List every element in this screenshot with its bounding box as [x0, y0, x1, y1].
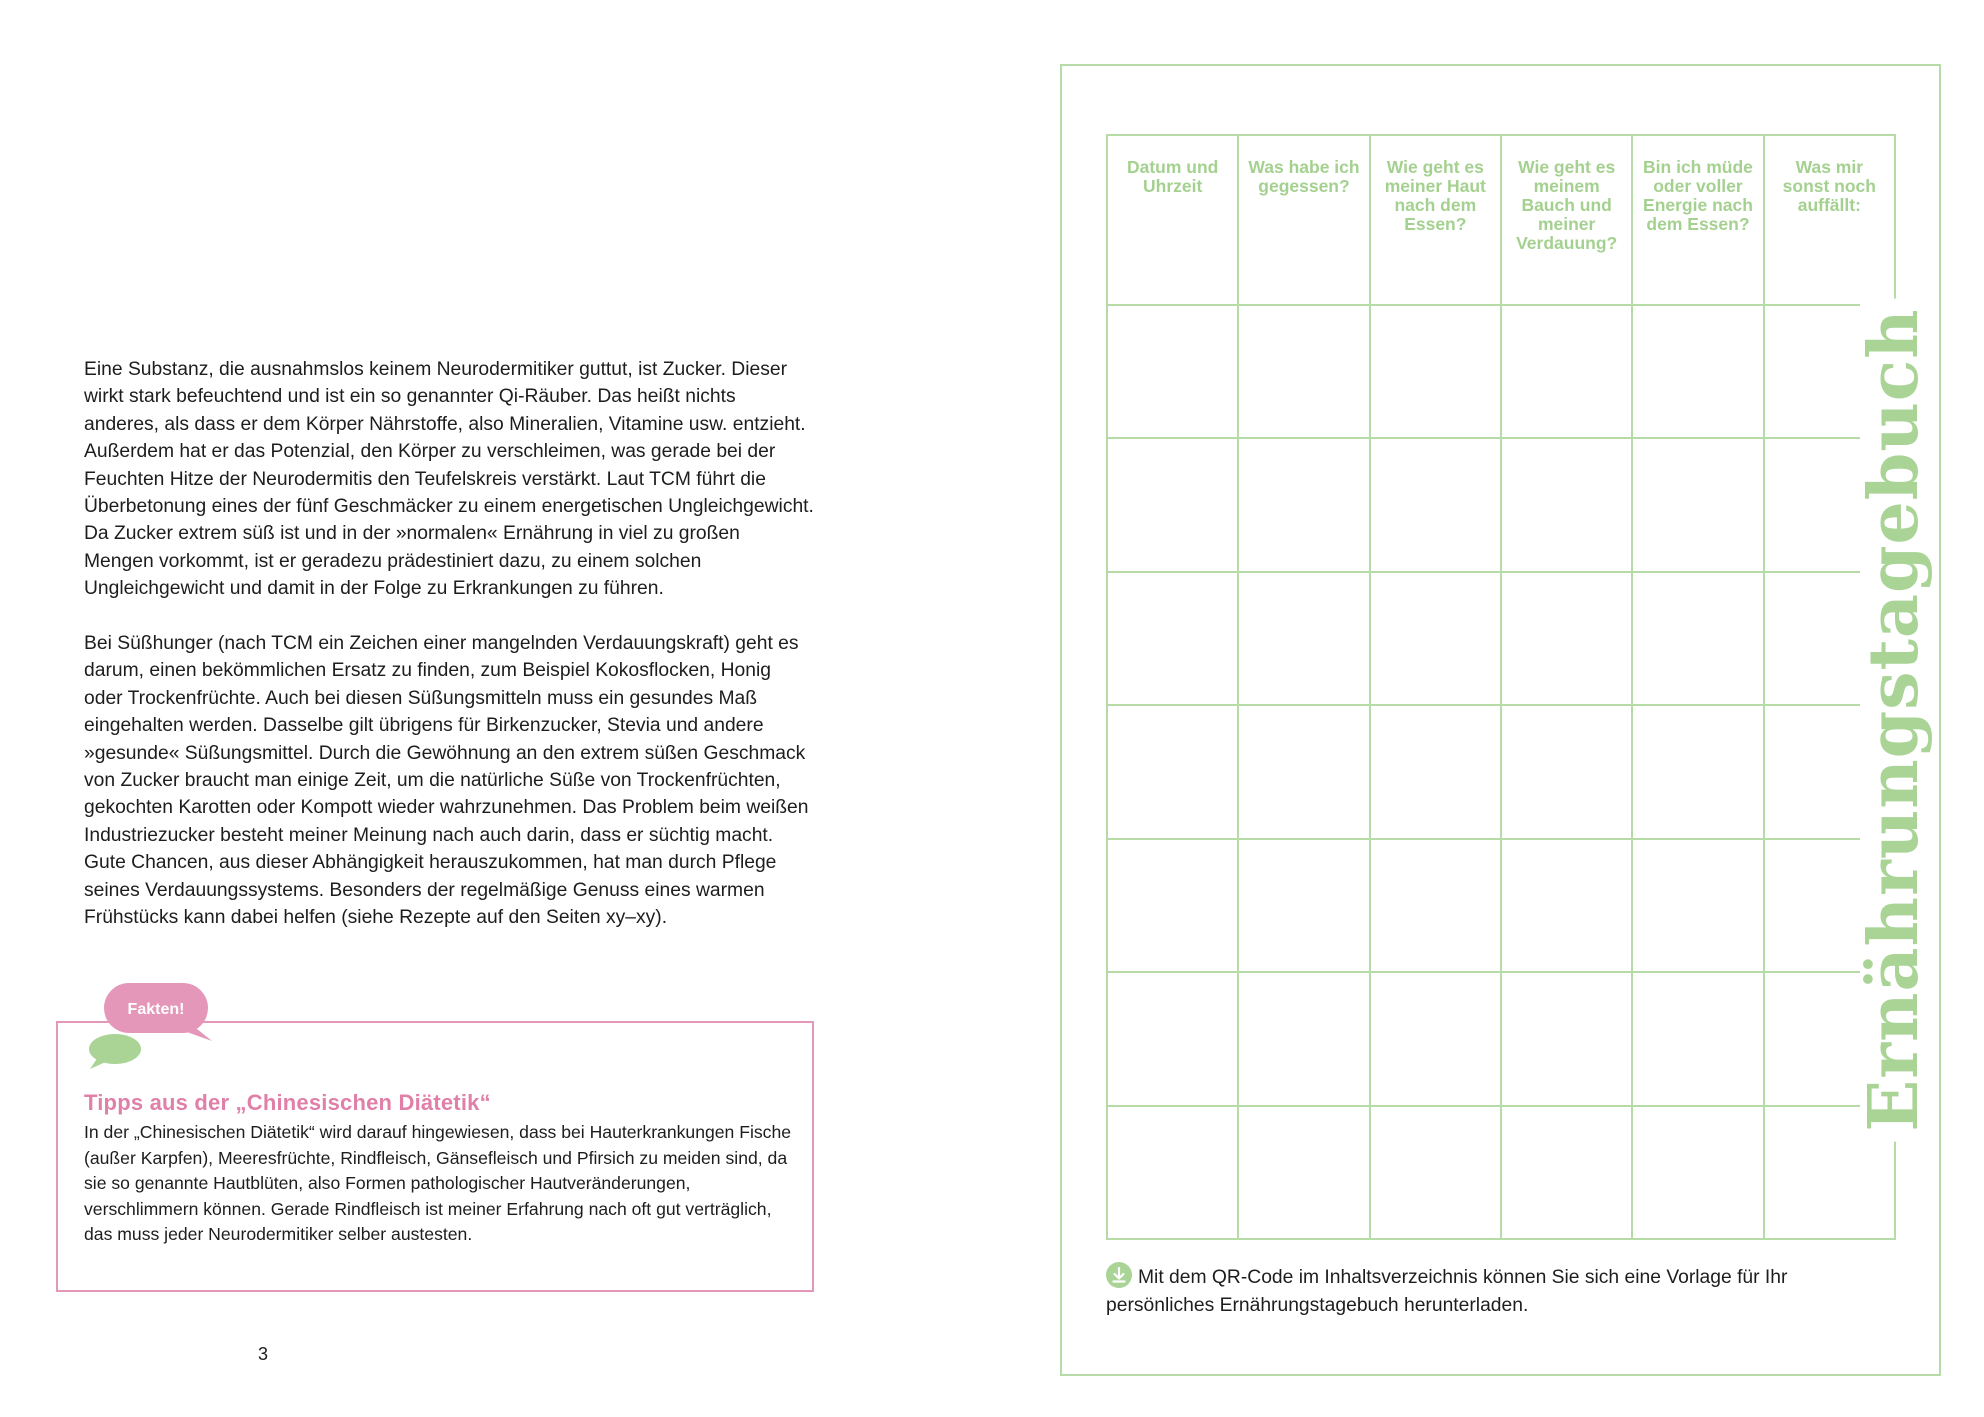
speech-bubbles-icon [84, 983, 224, 1073]
diary-cell [1370, 1106, 1501, 1239]
header-skin: Wie geht es meiner Haut nach dem Essen? [1370, 135, 1501, 305]
download-icon [1106, 1262, 1132, 1288]
diary-cell [1501, 438, 1632, 571]
diary-cell [1107, 305, 1238, 438]
diary-row [1107, 438, 1895, 571]
download-note [1106, 1262, 1886, 1320]
download-note-text: Mit dem QR-Code im Inhaltsverzeichnis können Sie sich eine Vorlage für Ihr persönliches Ernährungstagebuch herunterladen. [1106, 1267, 1788, 1316]
diary-cell [1107, 1106, 1238, 1239]
diary-cell [1632, 972, 1763, 1105]
page-number: 3 [258, 1344, 269, 1364]
diary-row [1107, 972, 1895, 1105]
diary-cell [1632, 572, 1763, 705]
header-digestion: Wie geht es meinem Bauch und meiner Verdauung? [1501, 135, 1632, 305]
diary-cell [1238, 572, 1369, 705]
header-date-time: Datum und Uhrzeit [1107, 135, 1238, 305]
diary-cell [1238, 839, 1369, 972]
diary-cell [1107, 972, 1238, 1105]
facts-title: Tipps aus der „Chinesischen Diätetik“ [84, 1090, 491, 1115]
diary-header-row [1107, 135, 1895, 305]
diary-cell [1238, 705, 1369, 838]
diary-cell [1632, 839, 1763, 972]
facts-badge [84, 983, 224, 1073]
diary-cell [1238, 305, 1369, 438]
diary-cell [1632, 705, 1763, 838]
diary-title: Ernährungstagebuch [1860, 298, 1928, 1141]
diary-cell [1238, 438, 1369, 571]
diary-row [1107, 705, 1895, 838]
diary-cell [1370, 572, 1501, 705]
diary-cell [1370, 839, 1501, 972]
diary-row [1107, 572, 1895, 705]
diary-cell [1501, 1106, 1632, 1239]
header-food: Was habe ich gegessen? [1238, 135, 1369, 305]
diary-cell [1501, 705, 1632, 838]
diary-row [1107, 305, 1895, 438]
diary-cell [1632, 1106, 1763, 1239]
facts-text: In der „Chinesischen Diätetik“ wird darauf hingewiesen, dass bei Hauterkrankungen Fische (außer Karpfen), Meeresfrüchte, Rindfleisch, Gänsefleisch und Pfirsich zu meiden sind, da sie so genannte Hautblüten, also Formen pathologischer Hautveränderungen, verschlimmern können. Gerade Rindfleisch ist meiner Erfahrung nach oft gut verträglich, das muss jeder Neurodermitiker selber austesten. [84, 1122, 792, 1245]
diary-cell [1107, 705, 1238, 838]
facts-badge-label: Fakten! [127, 1001, 185, 1018]
diary-cell [1501, 305, 1632, 438]
diary-cell [1501, 972, 1632, 1105]
diary-cell [1238, 1106, 1369, 1239]
diary-table [1106, 134, 1896, 1240]
paragraph-sugar: Eine Substanz, die ausnahmslos keinem Neurodermitiker guttut, ist Zucker. Dieser wirkt stark befeuchtend und ist ein so genannter Qi-Räuber. Das heißt nichts anderes, als dass er dem Körper Nährstoffe, also Mineralien, Vitamine usw. entzieht. Außerdem hat er das Potenzial, den Körper zu verschleimen, was gerade bei der Feuchten Hitze der Neurodermitis den Teufelskreis verstärkt. Laut TCM führt die Überbetonung eines der fünf Geschmäcker zu einem energetischen Ungleichgewicht. Da Zucker extrem süß ist und in der »normalen« Ernährung in viel zu großen Mengen vorkommt, ist er geradezu prädestiniert dazu, zu einem solchen Ungleichgewicht und damit in der Folge zu Erkrankungen zu führen. [84, 359, 814, 600]
diary-cell [1632, 305, 1763, 438]
header-energy: Bin ich müde oder voller Energie nach dem Essen? [1632, 135, 1763, 305]
diary-row [1107, 839, 1895, 972]
paragraph-sweet-craving: Bei Süßhunger (nach TCM ein Zeichen einer mangelnden Verdauungskraft) geht es darum, einen bekömmlichen Ersatz zu finden, zum Beispiel Kokosflocken, Honig oder Trockenfrüchte. Auch bei diesen Süßungsmitteln muss ein gesundes Maß eingehalten werden. Dasselbe gilt übrigens für Birkenzucker, Stevia und andere »gesunde« Süßungsmittel. Durch die Gewöhnung an den extrem süßen Geschmack von Zucker braucht man einige Zeit, um die natürliche Süße von Trockenfrüchten, gekochten Karotten oder Kompott wieder wahrzunehmen. Das Problem beim weißen Industriezucker besteht meiner Meinung nach auch darin, dass er süchtig macht. Gute Chancen, aus dieser Abhängigkeit herauszukommen, hat man durch Pflege seines Verdauungssystems. Besonders der regelmäßige Genuss eines warmen Frühstücks kann dabei helfen (siehe Rezepte auf den Seiten xy–xy). [84, 633, 809, 929]
diary-body [1107, 305, 1895, 1239]
main-text [84, 356, 814, 959]
diary-row [1107, 1106, 1895, 1239]
diary-cell [1107, 572, 1238, 705]
diary-cell [1370, 705, 1501, 838]
diary-cell [1370, 438, 1501, 571]
diary-cell [1107, 839, 1238, 972]
diary-cell [1632, 438, 1763, 571]
diary-cell [1238, 972, 1369, 1105]
diary-cell [1370, 972, 1501, 1105]
diary-cell [1370, 305, 1501, 438]
header-notes: Was mir sonst noch auffällt: [1764, 135, 1895, 305]
diary-cell [1501, 839, 1632, 972]
diary-cell [1501, 572, 1632, 705]
diary-cell [1107, 438, 1238, 571]
